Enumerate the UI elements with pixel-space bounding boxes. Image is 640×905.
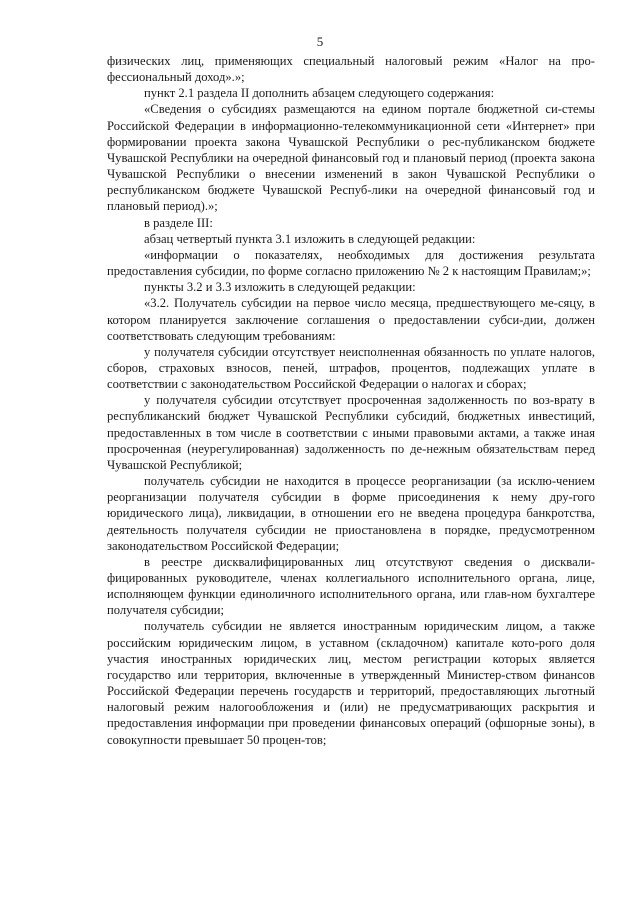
paragraph: получатель субсидии не является иностранным юридическим лицом, а также российским юридическим лицом, в уставном (складочном) капитале кото-рого доля участия иностранных юридических лиц, местом регистрации которых является государство или территория, включенные в утвержденный Министер-ством финансов Российской Федерации перечень государств и территорий, предоставляющих льготный налоговый режим налогообложения и (или) не предусматривающих раскрытия и предоставления информации при проведении финансовых операций (офшорные зоны), в совокупности превышает 50 процен-тов; <box>107 619 595 747</box>
paragraph: «Сведения о субсидиях размещаются на едином портале бюджетной си-стемы Российской Федерации в информационно-телекоммуникационной сети «Интернет» при формировании проекта закона Чувашской Республики о рес-публиканском бюджете Чувашской Республики на очередной финансовый год и плановый период (проекта закона Чувашской Республики о внесении изменений в закон Чувашской Республики о республиканском бюджете Чувашской Респуб-лики на очередной финансовый год и плановый период).»; <box>107 102 595 214</box>
paragraph: «информации о показателях, необходимых для достижения результата предоставления субсидии, по форме согласно приложению № 2 к настоящим Правилам;»; <box>107 247 595 279</box>
paragraph: «3.2. Получатель субсидии на первое число месяца, предшествующего ме-сяцу, в котором планируется заключение соглашения о предоставлении субси-дии, должен соответствовать следующим требованиям: <box>107 296 595 343</box>
paragraph: у получателя субсидии отсутствует просроченная задолженность по воз-врату в республиканский бюджет Чувашской Республики субсидий, бюджетных инвестиций, предоставленных в том числе в соответствии с иными правовыми актами, а также иная просроченная (неурегулированная) задолженность по де-нежным обязательствам перед Чувашской Республикой; <box>107 393 595 472</box>
paragraph: в реестре дисквалифицированных лиц отсутствуют сведения о дисквали-фицированных руководителе, членах коллегиального исполнительного органа, лице, исполняющем функции единоличного исполнительного органа, или глав-ном бухгалтере получателя субсидии; <box>107 554 595 618</box>
page-number: 5 <box>316 34 324 49</box>
paragraph: пункт 2.1 раздела II дополнить абзацем следующего содержания: <box>144 86 495 101</box>
paragraph: в разделе III: <box>144 215 213 230</box>
paragraph: абзац четвертый пункта 3.1 изложить в следующей редакции: <box>144 231 476 246</box>
paragraph: у получателя субсидии отсутствует неисполненная обязанность по уплате налогов, сборов, страховых взносов, пеней, штрафов, процентов, подлежащих уплате в соответствии с законодательством Российской Федерации о налогах и сборах; <box>107 344 595 392</box>
paragraph: пункты 3.2 и 3.3 изложить в следующей редакции: <box>144 280 416 295</box>
document-body <box>107 53 595 748</box>
paragraph: получатель субсидии не находится в процессе реорганизации (за исклю-чением реорганизации получателя субсидии в форме присоединения к нему дру-гого юридического лица), ликвидации, в отношении его не введена процедура банкротства, деятельность получателя субсидии не приостановлена в порядке, предусмотренном законодательством Российской Федерации; <box>107 474 595 553</box>
paragraph: физических лиц, применяющих специальный налоговый режим «Налог на про-фессиональный доход».»; <box>107 54 595 85</box>
